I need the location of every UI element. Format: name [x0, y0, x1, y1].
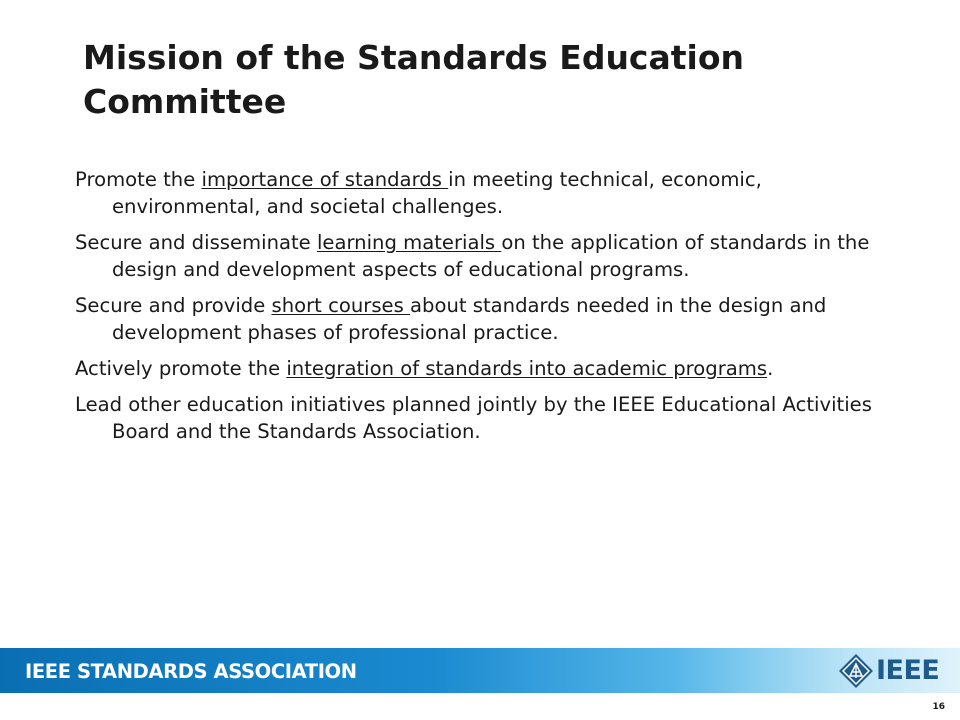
mission-item-text: Promote the: [75, 168, 202, 191]
mission-item-link[interactable]: importance of standards: [201, 168, 449, 191]
mission-item-3: [75, 292, 905, 346]
footer-bar: [0, 648, 960, 693]
mission-item-text: .: [767, 357, 774, 380]
mission-item-text: Secure and provide: [75, 294, 272, 317]
mission-item-2: [75, 229, 905, 283]
slide-title: Mission of the Standards Education Committee: [83, 38, 745, 121]
mission-item-4: [75, 355, 905, 382]
mission-item-text: Actively promote the: [75, 357, 287, 380]
mission-item-5: [75, 391, 905, 445]
mission-item-link[interactable]: integration of standards into academic programs: [286, 357, 768, 380]
mission-item-link[interactable]: short courses: [271, 294, 411, 317]
mission-item-text: on the application of standards in the design and development aspects of educational programs.: [112, 231, 870, 281]
mission-list: [75, 166, 905, 454]
mission-item-link[interactable]: learning materials: [316, 231, 502, 254]
mission-item-text: Secure and disseminate: [75, 231, 317, 254]
mission-item-1: [75, 166, 905, 220]
ieee-diamond-icon: [838, 653, 874, 689]
footer-org-name: IEEE STANDARDS ASSOCIATION: [25, 660, 357, 683]
mission-item-text: about standards needed in the design and development phases of professional practice.: [112, 294, 827, 344]
mission-item-text: in meeting technical, economic, environmental, and societal challenges.: [112, 168, 762, 218]
ieee-logo: [838, 653, 948, 689]
ieee-logo-text: IEEE: [876, 655, 940, 686]
page-number: 16: [932, 702, 945, 712]
mission-item-text: Lead other education initiatives planned jointly by the IEEE Educational Activities Board and the Standards Association.: [75, 393, 872, 443]
